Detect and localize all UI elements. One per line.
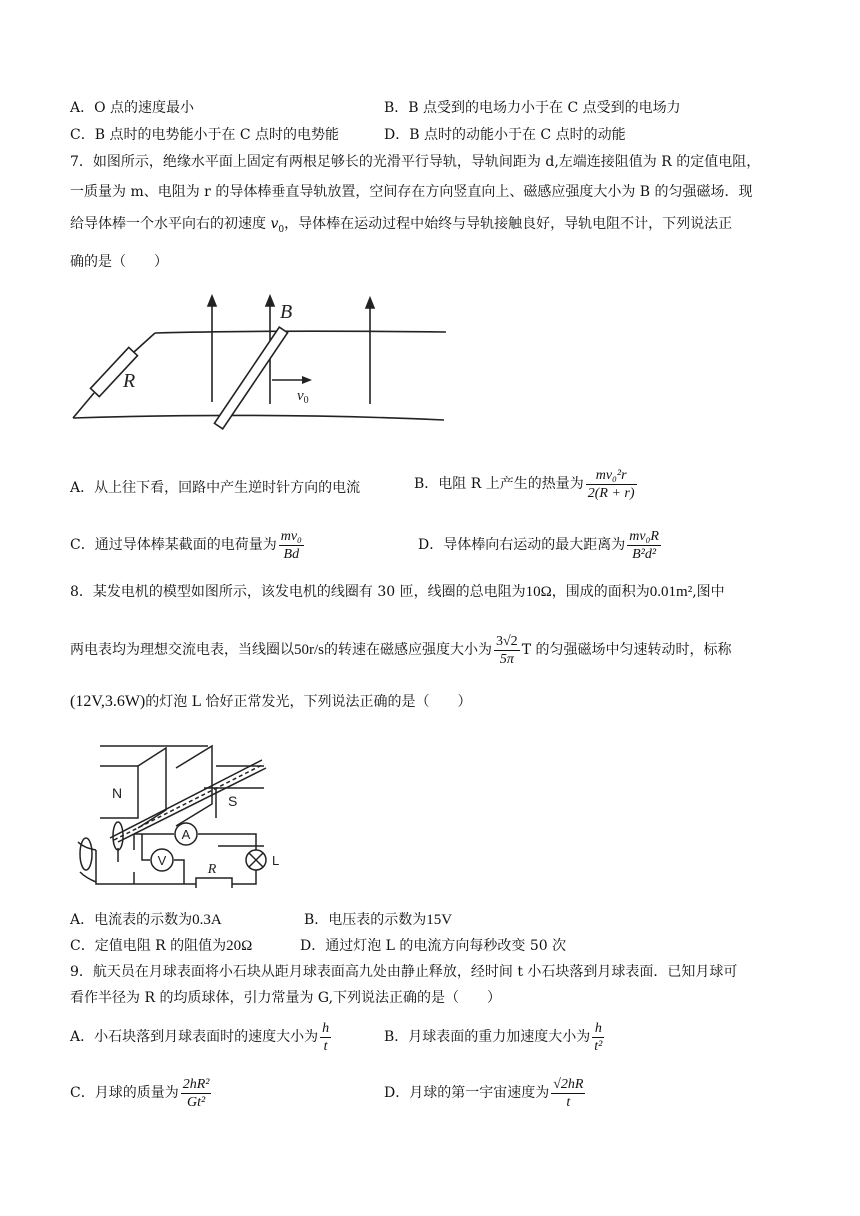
q8-fig-north: N (112, 785, 123, 801)
q7-option-c-num: mv₀ (280, 528, 302, 544)
q8-stem-2a: 两电表均为理想交流电表，当线圈以 (70, 642, 294, 658)
q7-option-b-den: 2(R + r) (587, 485, 635, 501)
q6-option-b: B．B 点受到的电场力小于在 C 点受到的电场力 (384, 100, 681, 116)
q7-fig-label-v-sub: 0 (303, 395, 309, 406)
q8-fig-ammeter: A (181, 827, 191, 842)
q9-option-d (384, 1074, 587, 1112)
q8-option-a-text: A．电流表的示数为 (70, 912, 193, 928)
q8-stem-line3 (70, 692, 471, 712)
q9-stem-line1: 9．航天员在月球表面将小石块从距月球表面高九处由静止释放，经时间 t 小石块落到月球表面．已知月球可 (70, 964, 738, 980)
q9-option-c-num: 2hR² (182, 1076, 210, 1092)
q9-option-a-num: h (322, 1020, 330, 1036)
q9-option-c-den: Gt² (186, 1094, 206, 1110)
q8-option-c-val: 20Ω (226, 938, 253, 954)
q8-option-b (304, 910, 452, 930)
q8-option-b-text: B．电压表的示数为 (304, 912, 427, 928)
q8-stem-rating: (12V,3.6W) (70, 693, 146, 710)
q7-fig-label-b: B (280, 301, 293, 323)
q8-stem-speed: 50r/s (294, 642, 324, 658)
q8-option-b-val: 15V (426, 912, 453, 928)
q8-option-a-val: 0.3A (192, 912, 222, 928)
q9-option-b-num: h (592, 1020, 604, 1038)
q7-fig-label-v (297, 388, 309, 406)
q7-option-d-den: B²d² (632, 546, 657, 562)
q8-fig-resistor-label: R (207, 862, 217, 877)
q7-option-a: A．从上往下看，回路中产生逆时针方向的电流 (70, 480, 361, 496)
q7-option-c (70, 526, 306, 564)
q8-stem-line1 (70, 582, 725, 602)
q8-stem-area: 0.01m² (649, 584, 693, 600)
q8-figure (74, 738, 294, 888)
q7-option-b-num: mv₀²r (586, 467, 637, 485)
q9-option-d-den: t (566, 1094, 571, 1110)
q8-stem-2c: T 的匀强磁场中匀速转动时，标称 (521, 642, 732, 658)
q8-fig-voltmeter: V (157, 853, 167, 868)
q9-option-a-text: A．小石块落到月球表面时的速度大小为 (70, 1029, 319, 1045)
q7-stem-line3 (70, 214, 732, 240)
q8-stem-b-num: 3√2 (496, 633, 518, 649)
q7-stem-v-sub: 0 (278, 224, 285, 235)
q9-option-c-text: C．月球的质量为 (70, 1085, 179, 1101)
q9-option-d-text: D．月球的第一宇宙速度为 (384, 1085, 550, 1101)
q8-option-c (70, 936, 252, 956)
q6-option-c: C．B 点时的电势能小于在 C 点时的电势能 (70, 127, 340, 143)
q9-option-b-text: B．月球表面的重力加速度大小为 (384, 1029, 591, 1045)
q9-option-a (70, 1018, 333, 1056)
q9-option-a-den: t (323, 1038, 328, 1054)
q7-option-b-text: B．电阻 R 上产生的热量为 (414, 476, 584, 492)
q9-option-c (70, 1074, 213, 1112)
q7-stem-line3-b: ，导体棒在运动过程中始终与导轨接触良好，导轨电阻不计，下列说法正 (284, 216, 733, 232)
q8-fig-lamp-label: L (272, 853, 280, 868)
q9-option-b-den: t² (594, 1038, 603, 1054)
q8-option-a (70, 910, 222, 930)
q8-stem-1a: 8．某发电机的模型如图所示，该发电机的线圈有 30 匝，线圈的总电阻为 (70, 584, 526, 600)
q8-stem-b-den: 5π (499, 651, 514, 667)
q8-fig-south: S (228, 793, 238, 809)
q7-stem-v: v (270, 216, 279, 232)
q9-option-b (384, 1018, 606, 1056)
q7-fig-label-r: R (123, 370, 136, 392)
q7-option-d (418, 526, 663, 564)
q7-stem-line2: 一质量为 m、电阻为 r 的导体棒垂直导轨放置，空间存在方向竖直向上、磁感应强度大小为 B 的匀强磁场．现 (70, 184, 753, 200)
q7-option-b (414, 465, 639, 503)
q7-stem-line1: 7．如图所示，绝缘水平面上固定有两根足够长的光滑平行导轨，导轨间距为 d,左端连接阻值为 R 的定值电阻， (70, 154, 761, 170)
q8-stem-resistance: 10Ω (525, 584, 552, 600)
q8-option-c-text: C．定值电阻 R 的阻值为 (70, 938, 227, 954)
q8-stem-3b: 的灯泡 L 恰好正常发光，下列说法正确的是（ ） (145, 694, 472, 710)
q6-option-d: D．B 点时的动能小于在 C 点时的动能 (384, 127, 626, 143)
q8-stem-2b: 的转速在磁感应强度大小为 (324, 642, 492, 658)
q7-option-c-den: Bd (283, 546, 300, 562)
q7-figure (68, 292, 458, 438)
q8-stem-1c: ,图中 (692, 584, 725, 600)
q7-fig-label-v-main: v (297, 388, 304, 404)
q9-stem-line2: 看作半径为 R 的均质球体，引力常量为 G,下列说法正确的是（ ） (70, 990, 502, 1006)
q9-option-d-num: √2hR (553, 1076, 584, 1092)
q8-stem-line2 (70, 630, 731, 670)
q7-stem-line4: 确的是（ ） (70, 254, 168, 270)
q7-option-d-text: D．导体棒向右运动的最大距离为 (418, 537, 626, 553)
q7-option-d-num: mv₀R (629, 528, 659, 544)
q8-stem-1b: ，围成的面积为 (551, 584, 650, 600)
q6-option-a: A．O 点的速度最小 (70, 100, 195, 116)
q7-option-c-text: C．通过导体棒某截面的电荷量为 (70, 537, 277, 553)
q7-stem-line3-a: 给导体棒一个水平向右的初速度 (70, 216, 271, 232)
q8-option-d: D．通过灯泡 L 的电流方向每秒改变 50 次 (300, 938, 567, 954)
